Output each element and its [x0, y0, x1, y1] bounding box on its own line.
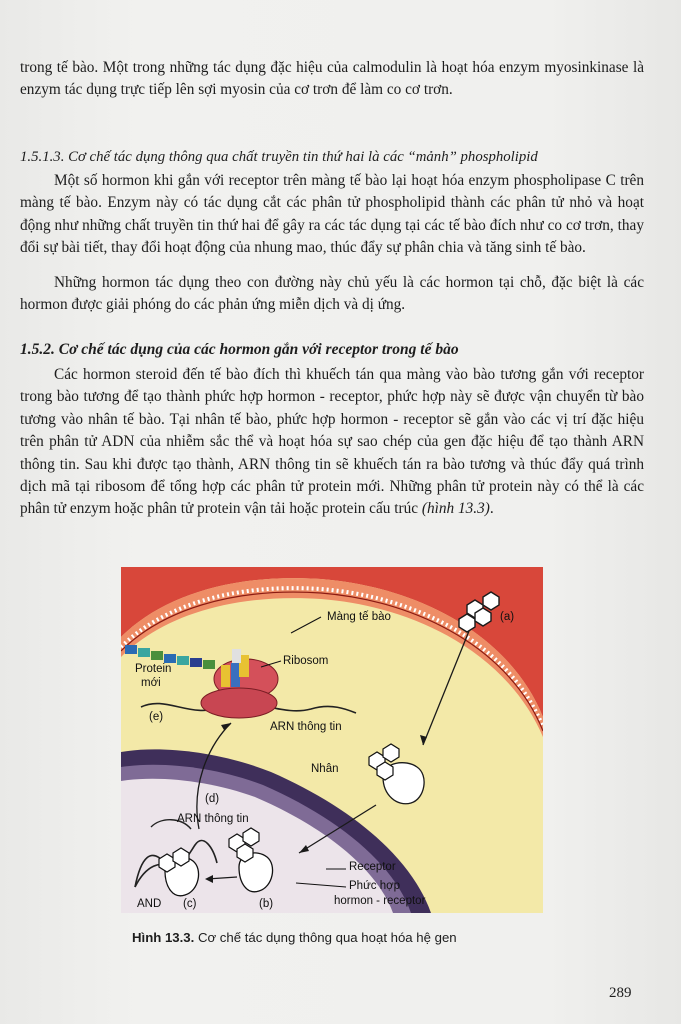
caption-text: Cơ chế tác dụng thông qua hoạt hóa hệ gen: [194, 930, 457, 945]
label-ribosome: Ribosom: [283, 655, 329, 667]
paragraph-phospholipase: Một số hormon khi gắn với receptor trên màng tế bào lại hoạt hóa enzym phospholipase C trên màng tế bào. Enzym này có tác dụng cắt các phân tử phospholipid thành các phân tử nhỏ và hoạt động như những chất truyền tin thứ hai để gây ra các tác dụng tại các tế bào đích như co cơ trơn, thay đổi sự bài tiết, thay đổi hoạt động của nhung mao, thúc đẩy sự phân chia và tăng sinh tế bào.: [20, 172, 644, 257]
ribosome-small: [201, 688, 277, 718]
label-membrane: Màng tế bào: [327, 611, 391, 623]
paragraph-steroid-body: Các hormon steroid đến tế bào đích thì khuếch tán qua màng vào bào tương gắn với receptor trong bào tương để tạo thành phức hợp hormon - receptor, phức hợp này sẽ được vận chuyển từ bào tương vào nhân tế bào. Tại nhân tế bào, phức hợp hormon - receptor sẽ gắn vào các vị trí đặc hiệu trên phân tử ADN của nhiễm sắc thể và hoạt hóa sự sao chép của gen đặc hiệu để tạo thành ARN thông tin. Sau khi được tạo thành, ARN thông tin sẽ khuếch tán ra bào tương và thúc đẩy quá trình dịch mã tại ribosom để tổng hợp các phân tử protein mới. Những phân tử protein này có thể là các phân tử enzym hoặc phân tử protein vận tải hoặc protein cấu trúc: [20, 366, 644, 518]
label-mrna-cytoplasm: ARN thông tin: [270, 721, 342, 733]
label-e: (e): [149, 711, 164, 723]
label-protein-line2: mới: [141, 677, 161, 689]
label-c: (c): [183, 898, 197, 910]
label-b: (b): [259, 898, 274, 910]
figure-reference: (hình 13.3): [421, 500, 490, 518]
figure-13-3: [121, 567, 543, 913]
label-dna: AND: [137, 898, 162, 910]
figure-caption: [132, 930, 552, 945]
label-protein-line1: Protein: [135, 663, 172, 675]
label-nucleus: Nhân: [311, 763, 339, 775]
page-number: 289: [609, 985, 632, 1001]
label-complex-line2: hormon - receptor: [334, 895, 426, 907]
paragraph-calmodulin: trong tế bào. Một trong những tác dụng đặc hiệu của calmodulin là hoạt hóa enzym myosinkinase là enzym tác dụng trực tiếp lên sợi myosin của cơ trơn để làm co cơ trơn.: [20, 59, 644, 99]
heading-1-5-2: 1.5.2. Cơ chế tác dụng của các hormon gắn với receptor trong tế bào: [20, 341, 459, 358]
paragraph-steroid-hormones: [20, 364, 644, 521]
label-receptor: Receptor: [349, 861, 396, 873]
label-d: (d): [205, 793, 220, 805]
paragraph-local-hormones: Những hormon tác dụng theo con đường này chủ yếu là các hormon tại chỗ, đặc biệt là các hormon được giải phóng do các phản ứng miễn dịch và dị ứng.: [20, 274, 644, 314]
heading-1-5-1-3: 1.5.1.3. Cơ chế tác dụng thông qua chất truyền tin thứ hai là các “mảnh” phospholipid: [20, 149, 538, 165]
label-mrna-nucleus: ARN thông tin: [177, 813, 249, 825]
label-a: (a): [500, 611, 515, 623]
paragraph-end: .: [489, 500, 494, 518]
caption-label: Hình 13.3.: [132, 930, 195, 945]
label-complex-line1: Phức hợp: [349, 880, 401, 892]
